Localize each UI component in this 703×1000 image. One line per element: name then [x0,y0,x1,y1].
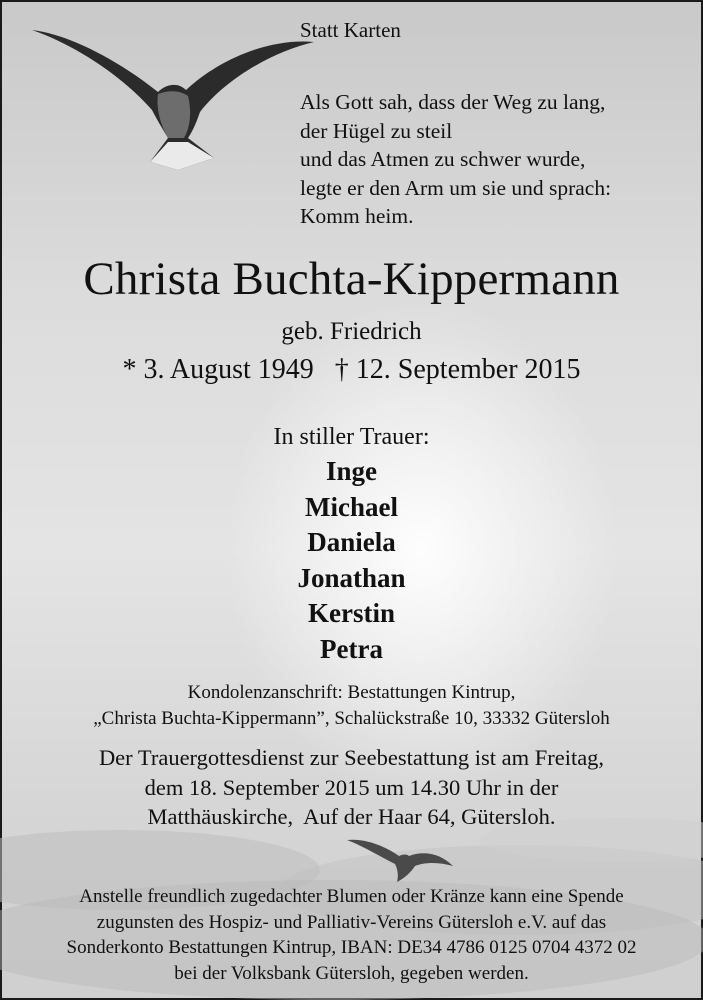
mourner-name: Michael [305,491,398,522]
poem-line: und das Atmen zu schwer wurde, [300,147,586,171]
mourner-name: Jonathan [297,562,406,593]
life-dates: * 3. August 1949 † 12. September 2015 [122,354,581,385]
mourning-intro: In stiller Trauer: [273,424,430,450]
donation-line: Anstelle freundlich zugedachter Blumen oder Kränze kann eine Spende [79,886,624,907]
condolence-line: „Christa Buchta-Kippermann”, Schalückstraße 10, 33332 Gütersloh [93,708,610,729]
seagull-icon [28,20,318,180]
donation-line: bei der Volksbank Gütersloh, gegeben werden. [174,962,529,984]
poem [300,88,611,231]
statt-karten-label: Statt Karten [300,18,401,42]
donation-info [0,884,703,986]
mourner-name: Inge [325,456,377,486]
mourner-name: Petra [320,633,383,664]
condolence-address [0,680,703,732]
service-line: Der Trauergottesdienst zur Seebestattung ist am Freitag, [98,745,605,770]
seagull-icon [345,832,455,884]
donation-line: Sonderkonto Bestattungen Kintrup, IBAN: DE34 4786 0125 0704 4372 02 [66,937,637,958]
mourner-name: Daniela [307,527,396,557]
poem-line: Komm heim. [300,204,414,228]
poem-line: legte er den Arm um sie und sprach: [300,175,612,200]
deceased-name: Christa Buchta-Kippermann [83,253,620,305]
poem-line: Als Gott sah, dass der Weg zu lang, [300,90,606,114]
birth-name: geb. Friedrich [281,318,422,345]
funeral-service-info [0,743,703,832]
condolence-line: Kondolenzanschrift: Bestattungen Kintrup, [187,682,516,703]
mourners-list [0,454,703,667]
service-line: Matthäuskirche, Auf der Haar 64, Gütersloh. [147,804,556,829]
service-line: dem 18. September 2015 um 14.30 Uhr in der [144,774,559,800]
mourner-name: Kerstin [308,598,395,628]
poem-line: der Hügel zu steil [300,118,453,143]
donation-line: zugunsten des Hospiz- und Palliativ-Vereins Gütersloh e.V. auf das [96,911,607,933]
